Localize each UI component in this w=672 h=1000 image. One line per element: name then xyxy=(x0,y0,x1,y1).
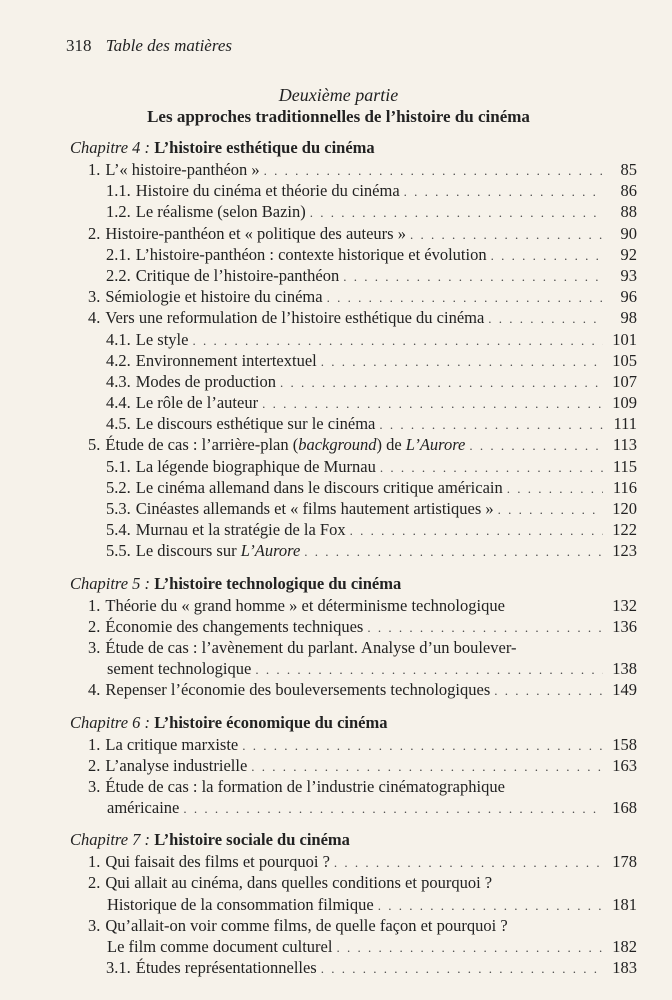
toc-entry xyxy=(70,498,637,519)
entry-number: 1.2. xyxy=(106,202,131,222)
dot-leader xyxy=(343,266,603,287)
chapter-label: Chapitre 6 : xyxy=(70,712,151,732)
entry-number: 4.1. xyxy=(106,329,131,349)
entry-title xyxy=(136,371,276,392)
dot-leader xyxy=(507,478,603,499)
chapter-label: Chapitre 5 : xyxy=(70,573,151,593)
chapter-section xyxy=(70,137,637,562)
entry-title-text: L’analyse industrielle xyxy=(105,755,248,775)
chapter-title: L’histoire esthétique du cinéma xyxy=(154,138,375,157)
entry-title-text: Historique de la consommation filmique xyxy=(107,894,374,914)
entry-title xyxy=(136,244,487,265)
running-title: Table des matières xyxy=(105,36,232,55)
entry-title-text: Le style xyxy=(135,329,189,349)
entry-title-text: Études représentationnelles xyxy=(135,958,317,978)
entry-number: 1. xyxy=(88,852,101,872)
toc-entry xyxy=(70,244,637,265)
entry-title xyxy=(136,456,376,477)
toc-entry xyxy=(70,350,637,371)
entry-number: 3.1. xyxy=(106,958,131,978)
entry-title-text: Économie des changements techniques xyxy=(105,616,364,636)
entry-title-text: Histoire du cinéma et théorie du cinéma xyxy=(135,181,400,201)
entry-number: 5. xyxy=(88,435,101,455)
entry-number: 2. xyxy=(88,616,101,636)
entry-page-number: 182 xyxy=(612,937,637,956)
toc-entry xyxy=(70,595,637,616)
entry-title-italic: background xyxy=(298,435,377,455)
dot-leader xyxy=(262,393,603,414)
dot-leader xyxy=(255,659,603,680)
entry-page-number: 98 xyxy=(620,308,637,328)
entry-title-italic: L’Aurore xyxy=(405,435,466,455)
entry-page-number: 138 xyxy=(612,659,637,679)
entry-title-text-after: ) de xyxy=(376,435,406,455)
entry-page-number: 120 xyxy=(612,499,637,518)
entry-title-text: La légende biographique de Murnau xyxy=(135,456,376,476)
entry-number: 5.5. xyxy=(106,541,131,561)
entry-title-text: Le film comme document culturel xyxy=(107,937,333,956)
toc-entry xyxy=(70,519,637,540)
entry-page-number: 107 xyxy=(612,371,637,391)
entry-number: 3. xyxy=(88,915,101,935)
entry-title xyxy=(136,180,400,201)
dot-leader xyxy=(410,224,603,245)
entry-page-number: 115 xyxy=(612,456,637,476)
entry-title xyxy=(136,498,494,519)
toc-entry xyxy=(70,307,637,328)
toc-entry xyxy=(70,851,637,872)
toc-entry xyxy=(70,286,637,307)
entry-title-text: Le discours esthétique sur le cinéma xyxy=(135,414,376,434)
entry-title-text: Le discours sur xyxy=(135,541,241,561)
entry-number: 2. xyxy=(88,223,101,243)
entry-title xyxy=(105,286,322,307)
entry-number: 2. xyxy=(88,755,101,775)
toc-entry xyxy=(70,872,637,893)
chapter-heading xyxy=(70,712,637,734)
entry-title xyxy=(105,755,247,776)
page-number: 318 xyxy=(66,36,92,55)
entry-page-number: 90 xyxy=(620,223,637,243)
entry-title xyxy=(136,392,258,413)
entry-title-text: L’« histoire-panthéon » xyxy=(105,160,260,179)
toc-entry xyxy=(70,180,637,201)
dot-leader xyxy=(321,958,603,979)
entry-title-text: Cinéastes allemands et « films hautement artistiques » xyxy=(135,499,494,518)
toc-entry xyxy=(70,915,637,936)
toc-entry xyxy=(70,776,637,797)
entry-page-number: 181 xyxy=(612,894,637,914)
toc-entry xyxy=(70,371,637,392)
chapter-heading xyxy=(70,573,637,595)
entry-title-text: Le rôle de l’auteur xyxy=(135,393,259,413)
toc-entry xyxy=(70,616,637,637)
chapter-section xyxy=(70,573,637,701)
entry-number: 1.1. xyxy=(106,181,131,201)
dot-leader xyxy=(327,287,603,308)
entry-number: 1. xyxy=(88,160,101,179)
entry-title-text: américaine xyxy=(107,798,180,818)
entry-title-text: Critique de l’histoire-panthéon xyxy=(135,265,340,285)
dot-leader xyxy=(498,499,603,520)
chapter-title: L’histoire économique du cinéma xyxy=(154,712,388,732)
chapter-heading xyxy=(70,137,637,159)
chapter-label: Chapitre 7 : xyxy=(70,830,151,850)
entry-title-text: Étude de cas : l’arrière-plan ( xyxy=(105,435,299,455)
entry-page-number: 132 xyxy=(612,595,637,615)
toc-entry xyxy=(70,540,637,561)
entry-number: 3. xyxy=(88,776,101,796)
entry-title xyxy=(105,679,490,700)
entry-title-text: Sémiologie et histoire du cinéma xyxy=(105,287,323,307)
entry-title-text: Murnau et la stratégie de la Fox xyxy=(135,520,346,540)
entry-page-number: 116 xyxy=(612,477,637,497)
dot-leader xyxy=(321,351,603,372)
chapter-label: Chapitre 4 : xyxy=(70,138,151,157)
entry-number: 4.2. xyxy=(106,350,131,370)
dot-leader xyxy=(380,457,603,478)
entry-title xyxy=(105,872,492,893)
entry-number: 5.4. xyxy=(106,520,131,540)
entry-title xyxy=(107,936,332,957)
entry-title-text: La critique marxiste xyxy=(105,734,239,754)
entry-number: 2.2. xyxy=(106,265,131,285)
entry-title-text: Le cinéma allemand dans le discours critique américain xyxy=(135,477,503,497)
entry-number: 4. xyxy=(88,680,101,700)
toc-entry xyxy=(70,637,637,658)
entry-page-number: 183 xyxy=(612,958,637,978)
dot-leader xyxy=(367,617,603,638)
dot-leader xyxy=(304,541,603,562)
entry-title-text: Modes de production xyxy=(135,371,276,391)
dot-leader xyxy=(378,895,603,916)
entry-title-text: Le réalisme (selon Bazin) xyxy=(135,202,306,222)
entry-title-text: Histoire-panthéon et « politique des auteurs » xyxy=(105,223,406,243)
entry-page-number: 178 xyxy=(612,852,637,872)
entry-title xyxy=(136,265,339,286)
entry-page-number: 86 xyxy=(620,181,637,201)
entry-page-number: 96 xyxy=(620,287,637,307)
toc-entry xyxy=(70,329,637,350)
chapter-title: L’histoire technologique du cinéma xyxy=(154,573,402,593)
entry-title-text: L’histoire-panthéon : contexte historique et évolution xyxy=(135,244,487,264)
dot-leader xyxy=(251,756,603,777)
entry-page-number: 105 xyxy=(612,350,637,370)
part-title: Deuxième partie xyxy=(278,85,399,105)
dot-leader xyxy=(183,798,603,819)
entry-title xyxy=(105,776,505,797)
entry-number: 1. xyxy=(88,734,101,754)
entry-page-number: 113 xyxy=(612,435,637,455)
toc-entry xyxy=(70,201,637,222)
toc-entry xyxy=(70,936,637,957)
entry-page-number: 111 xyxy=(613,414,637,434)
entry-page-number: 163 xyxy=(612,755,637,775)
entry-number: 2.1. xyxy=(106,244,131,264)
toc-entry xyxy=(70,658,637,679)
toc-entry xyxy=(70,223,637,244)
running-header xyxy=(66,36,232,56)
dot-leader xyxy=(379,414,603,435)
entry-number: 5.1. xyxy=(106,456,131,476)
toc-entry xyxy=(70,679,637,700)
entry-page-number: 122 xyxy=(612,520,637,540)
entry-title xyxy=(107,658,251,679)
entry-number: 3. xyxy=(88,637,101,657)
dot-leader xyxy=(310,202,603,223)
entry-title-text: Repenser l’économie des bouleversements technologiques xyxy=(105,680,491,700)
toc-entry xyxy=(70,797,637,818)
toc-entry xyxy=(70,265,637,286)
entry-title xyxy=(105,307,484,328)
dot-leader xyxy=(192,330,603,351)
entry-title xyxy=(105,637,516,658)
entry-title xyxy=(105,223,406,244)
entry-page-number: 123 xyxy=(612,541,637,561)
entry-title-text: Environnement intertextuel xyxy=(135,350,317,370)
dot-leader xyxy=(350,520,603,541)
entry-title-text: Vers une reformulation de l’histoire esthétique du cinéma xyxy=(105,308,485,328)
entry-page-number: 136 xyxy=(612,616,637,636)
entry-number: 2. xyxy=(88,873,101,893)
entry-page-number: 88 xyxy=(620,202,637,222)
toc-entry xyxy=(70,957,637,978)
entry-title-text: Qui allait au cinéma, dans quelles conditions et pourquoi ? xyxy=(105,873,493,893)
part-heading xyxy=(70,84,607,128)
chapter-heading xyxy=(70,829,637,851)
entry-number: 4.5. xyxy=(106,414,131,434)
entry-title xyxy=(105,434,465,455)
dot-leader xyxy=(469,435,603,456)
entry-number: 1. xyxy=(88,595,101,615)
entry-page-number: 109 xyxy=(612,393,637,413)
entry-title-italic: L’Aurore xyxy=(240,541,301,561)
toc-entry xyxy=(70,159,637,180)
toc-entry xyxy=(70,413,637,434)
entry-title xyxy=(136,413,376,434)
entry-number: 4.4. xyxy=(106,393,131,413)
entry-title xyxy=(136,540,301,561)
dot-leader xyxy=(404,181,603,202)
toc-entry xyxy=(70,434,637,455)
entry-number: 3. xyxy=(88,287,101,307)
entry-title-text: Qu’allait-on voir comme films, de quelle façon et pourquoi ? xyxy=(105,915,508,935)
entry-title xyxy=(105,616,363,637)
dot-leader xyxy=(334,852,603,873)
entry-title xyxy=(136,329,189,350)
dot-leader xyxy=(280,372,603,393)
entry-title-text: Théorie du « grand homme » et déterminisme technologique xyxy=(105,595,505,615)
entry-number: 4. xyxy=(88,308,101,328)
entry-title-text: sement technologique xyxy=(107,659,252,679)
toc-entry xyxy=(70,456,637,477)
entry-title xyxy=(107,797,179,818)
entry-title xyxy=(136,957,317,978)
entry-page-number: 158 xyxy=(612,734,637,754)
entry-title-text: Qui faisait des films et pourquoi ? xyxy=(105,852,330,872)
entry-title xyxy=(105,851,330,872)
entry-page-number: 168 xyxy=(612,798,637,818)
chapter-section xyxy=(70,712,637,819)
entry-title-text: Étude de cas : l’avènement du parlant. Analyse d’un boulever- xyxy=(105,637,517,657)
toc-entry xyxy=(70,477,637,498)
entry-title xyxy=(107,894,374,915)
toc-entry xyxy=(70,755,637,776)
toc-entry xyxy=(70,734,637,755)
part-subtitle: Les approches traditionnelles de l’histoire du cinéma xyxy=(147,107,530,126)
dot-leader xyxy=(488,308,603,329)
chapter-title: L’histoire sociale du cinéma xyxy=(154,830,350,850)
entry-title xyxy=(105,159,259,180)
toc-entry xyxy=(70,894,637,915)
entry-page-number: 101 xyxy=(612,329,637,349)
dot-leader xyxy=(491,245,603,266)
entry-page-number: 85 xyxy=(620,160,637,179)
entry-page-number: 92 xyxy=(620,244,637,264)
entry-title-text: Étude de cas : la formation de l’industrie cinématographique xyxy=(105,776,505,796)
entry-title xyxy=(136,350,317,371)
dot-leader xyxy=(264,160,603,181)
entry-title xyxy=(105,734,238,755)
entry-page-number: 93 xyxy=(620,265,637,285)
toc-entry xyxy=(70,392,637,413)
dot-leader xyxy=(242,735,603,756)
entry-number: 4.3. xyxy=(106,371,131,391)
dot-leader xyxy=(494,680,603,701)
entry-title xyxy=(105,595,505,616)
entry-title xyxy=(136,201,306,222)
chapter-section xyxy=(70,829,637,978)
entry-title xyxy=(136,519,346,540)
table-of-contents xyxy=(70,137,637,989)
entry-title xyxy=(105,915,507,936)
dot-leader xyxy=(336,937,603,958)
entry-title xyxy=(136,477,503,498)
entry-number: 5.3. xyxy=(106,499,131,518)
entry-number: 5.2. xyxy=(106,477,131,497)
entry-page-number: 149 xyxy=(612,680,637,700)
